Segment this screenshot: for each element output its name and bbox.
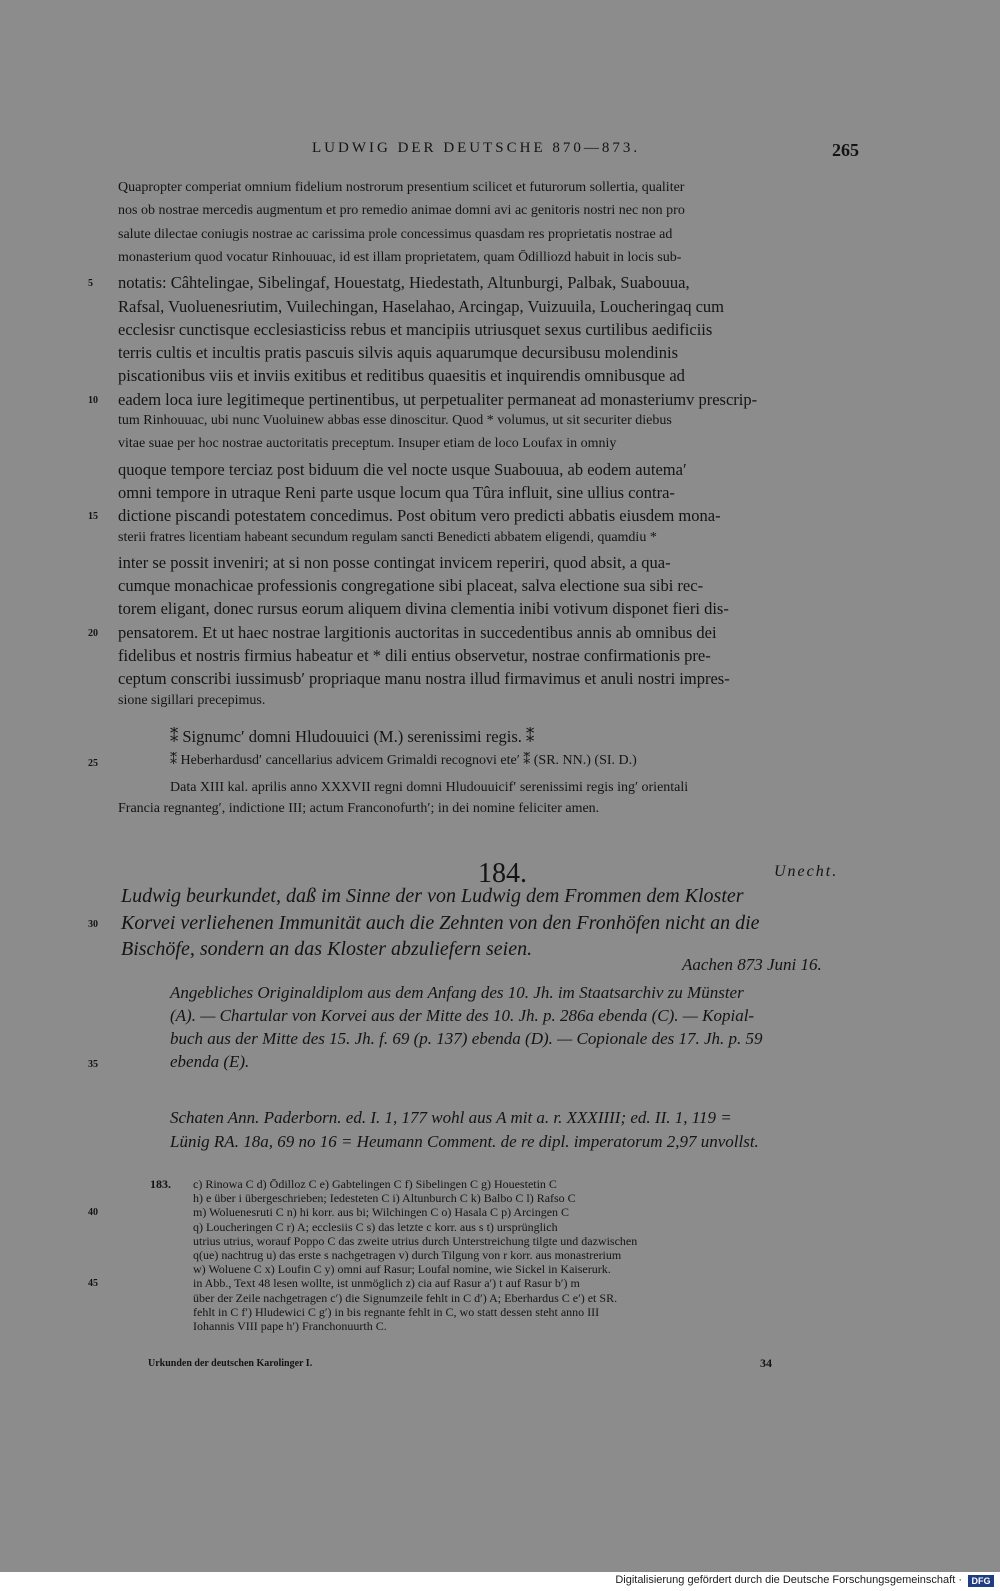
text-line: quoque tempore terciaz post biduum die vel nocte usque Suabouua, ab eodem autema′ — [118, 459, 687, 479]
text-line: q) Loucheringen C r) A; ecclesiis C s) das letzte c korr. aus s t) ursprünglich — [193, 1219, 558, 1234]
text-line: utrius utrius, worauf Poppo C das zweite utrius durch Unterstreichung tilgte und dazwischen — [193, 1233, 638, 1248]
text-line: Iohannis VIII pape h′) Franchonuurth C. — [193, 1319, 387, 1333]
text-line: tum Rinhouuac, ubi nunc Vuoluinew abbas esse dinoscitur. Quod * volumus, ut sit securiter diebus — [118, 413, 672, 428]
recognition-line: ⁑ Heberhardusd′ cancellarius advicem Grimaldi recognovi ete′ ⁑ (SR. NN.) (SI. D.) — [170, 753, 637, 768]
text-line: monasterium quod vocatur Rinhouuac, id est illam proprietatem, quam Ōdilliozd habuit in locis sub- — [118, 249, 682, 265]
text-line: Angebliches Originaldiplom aus dem Anfang des 10. Jh. im Staatsarchiv zu Münster — [170, 983, 744, 1002]
text-line: ebenda (E). — [170, 1052, 250, 1071]
text-line: notatis: Câhtelingae, Sibelingaf, Houestatg, Hiedestath, Altunburgi, Palbak, Suabouua, — [118, 273, 690, 293]
text-line: salute dilectae coniugis nostrae ac carissima prole concessimus quasdam res proprietatis nostrae ad — [118, 226, 673, 242]
text-line: omni tempore in utraque Reni parte usque locum qua Tûra influit, sine ullius contra- — [118, 482, 675, 502]
text-line: Rafsal, Vuoluenesriutim, Vuilechingan, Haselahao, Arcingap, Vuizuuila, Loucheringaq cum — [118, 296, 724, 316]
text-line: pensatorem. Et ut haec nostrae largitionis auctoritas in succedentibus annis ab omnibus dei — [118, 622, 717, 642]
place-date: Aachen 873 Juni 16. — [682, 955, 822, 974]
dfg-funding-text: Digitalisierung gefördert durch die Deutsche Forschungsgemeinschaft · — [615, 1574, 962, 1586]
apparatus-ref: 183. — [150, 1177, 171, 1191]
page-number: 265 — [832, 140, 859, 160]
line-number: 10 — [88, 394, 98, 406]
text-line: c) Rinowa C d) Ōdilloz C e) Gabtelingen C f) Sibelingen C g) Houestetin C — [193, 1177, 557, 1191]
text-line: vitae suae per hoc nostrae auctoritatis preceptum. Insuper etiam de loco Loufax in omniy — [118, 436, 617, 452]
text-line: Quapropter comperiat omnium fidelium nostrorum presentium scilicet et futurorum sollertia, qualiter — [118, 180, 685, 195]
line-number: 30 — [88, 918, 98, 930]
text-line: Korvei verliehenen Immunität auch die Zehnten von den Fronhöfen nicht an die — [121, 911, 760, 934]
dfg-logo-icon: DFG — [968, 1575, 994, 1587]
dating-line: Data XIII kal. aprilis anno XXXVII regni domni Hludouuicif′ serenissimi regis ing′ orientali — [170, 780, 689, 795]
text-line: Schaten Ann. Paderborn. ed. I. 1, 177 wohl aus A mit a. r. XXXIIII; ed. II. 1, 119 = — [170, 1108, 732, 1127]
running-title: LUDWIG DER DEUTSCHE 870—873. — [312, 140, 641, 156]
line-number: 25 — [88, 758, 98, 769]
text-line: inter se possit inveniri; at si non posse contingat invicem reperiri, quod absit, a qua- — [118, 552, 671, 572]
line-number: 35 — [88, 1059, 98, 1070]
text-line: h) e über i übergeschrieben; Iedesteten C i) Altunburch C k) Balbo C l) Rafso C — [193, 1191, 576, 1206]
text-line: Bischöfe, sondern an das Kloster abzuliefern seien. — [121, 938, 533, 960]
text-line: sterii fratres licentiam habeant secundum regulam sancti Benedicti abbatem eligendi, quamdiu * — [118, 529, 657, 545]
text-line: dictione piscandi potestatem concedimus. Post obitum vero predicti abbatis eiusdem mona- — [118, 506, 721, 526]
text-line: w) Woluene C x) Loufin C y) omni auf Rasur; Loufal nomine, wie Sickel in Kaiserurk. — [193, 1262, 611, 1277]
text-line: piscationibus viis et inviis exitibus et reditibus quaesitis et inquirendis omnibusque ad — [118, 366, 685, 386]
document-status: Unecht. — [774, 863, 839, 880]
document-number: 184. — [478, 858, 527, 889]
dfg-funding-bar — [0, 1572, 1000, 1591]
text-line: ceptum conscribi iussimusb′ propriaque manu nostra illud firmavimus et anuli nostri impres- — [118, 669, 730, 689]
text-line: sione sigillari precepimus. — [118, 692, 266, 708]
dating-line: Francia regnanteg′, indictione III; actum Franconofurth′; in dei nomine feliciter amen. — [118, 801, 600, 816]
line-number: 45 — [88, 1278, 98, 1290]
text-line: fehlt in C f′) Hludewici C g′) in bis regnante fehlt in C, wo statt dessen steht anno III — [193, 1304, 600, 1319]
text-line: buch aus der Mitte des 15. Jh. f. 69 (p. 137) ebenda (D). — Copionale des 17. Jh. p. 59 — [170, 1029, 763, 1048]
text-line: eadem loca iure legitimeque pertinentibus, ut perpetualiter permaneat ad monasteriumv prescrip- — [118, 389, 758, 409]
line-number: 15 — [88, 511, 98, 523]
signum-line: ⁑ Signumc′ domni Hludouuici (M.) serenissimi regis. ⁑ — [170, 727, 535, 746]
text-line: in Abb., Text 48 lesen wollte, ist unmöglich z) cia auf Rasur a′) t auf Rasur b′) m — [193, 1276, 580, 1291]
text-line: m) Woluenesruti C n) hi korr. aus bi; Wilchingen C o) Hasala C p) Arcingen C — [193, 1205, 570, 1220]
text-line: cumque monachicae professionis congregatione sibi placeat, salva electione sua sibi rec- — [118, 576, 704, 596]
line-number: 20 — [88, 627, 98, 639]
line-number: 5 — [88, 278, 93, 290]
text-line: Ludwig beurkundet, daß im Sinne der von Ludwig dem Frommen dem Kloster — [121, 885, 744, 907]
text-line: (A). — Chartular von Korvei aus der Mitte des 10. Jh. p. 286a ebenda (C). — Kopial- — [170, 1006, 755, 1025]
text-line: terris cultis et incultis pratis pascuis silvis aquis aquarumque decursibusu molendinis — [118, 343, 678, 363]
text-line: ecclesisr cunctisque ecclesiasticiss rebus et mancipiis utriusquet sexus curtilibus aedificiis — [118, 319, 713, 339]
text-line: q(ue) nachtrug u) das erste s nachgetragen v) durch Tilgung von r korr. aus monastrerium — [193, 1248, 622, 1262]
text-line: Lünig RA. 18a, 69 no 16 = Heumann Comment. de re dipl. imperatorum 2,97 unvollst. — [170, 1131, 759, 1151]
text-line: über der Zeile nachgetragen c′) die Signumzeile fehlt in C d′) A; Eberhardus C e′) et SR. — [193, 1290, 618, 1305]
footer-sheet-number: 34 — [760, 1356, 772, 1370]
text-line: fidelibus et nostris firmius habeatur et * dili entius observetur, nostrae confirmationis pre- — [118, 646, 711, 665]
text-line: nos ob nostrae mercedis augmentum et pro remedio animae domni avi ac genitoris nostri nec non pro — [118, 203, 685, 219]
footer-series: Urkunden der deutschen Karolinger I. — [148, 1358, 313, 1369]
line-number: 40 — [88, 1207, 98, 1219]
text-line: torem eligant, donec rursus eorum aliquem divina clementia inibi votivum disponet fieri dis- — [118, 599, 729, 619]
